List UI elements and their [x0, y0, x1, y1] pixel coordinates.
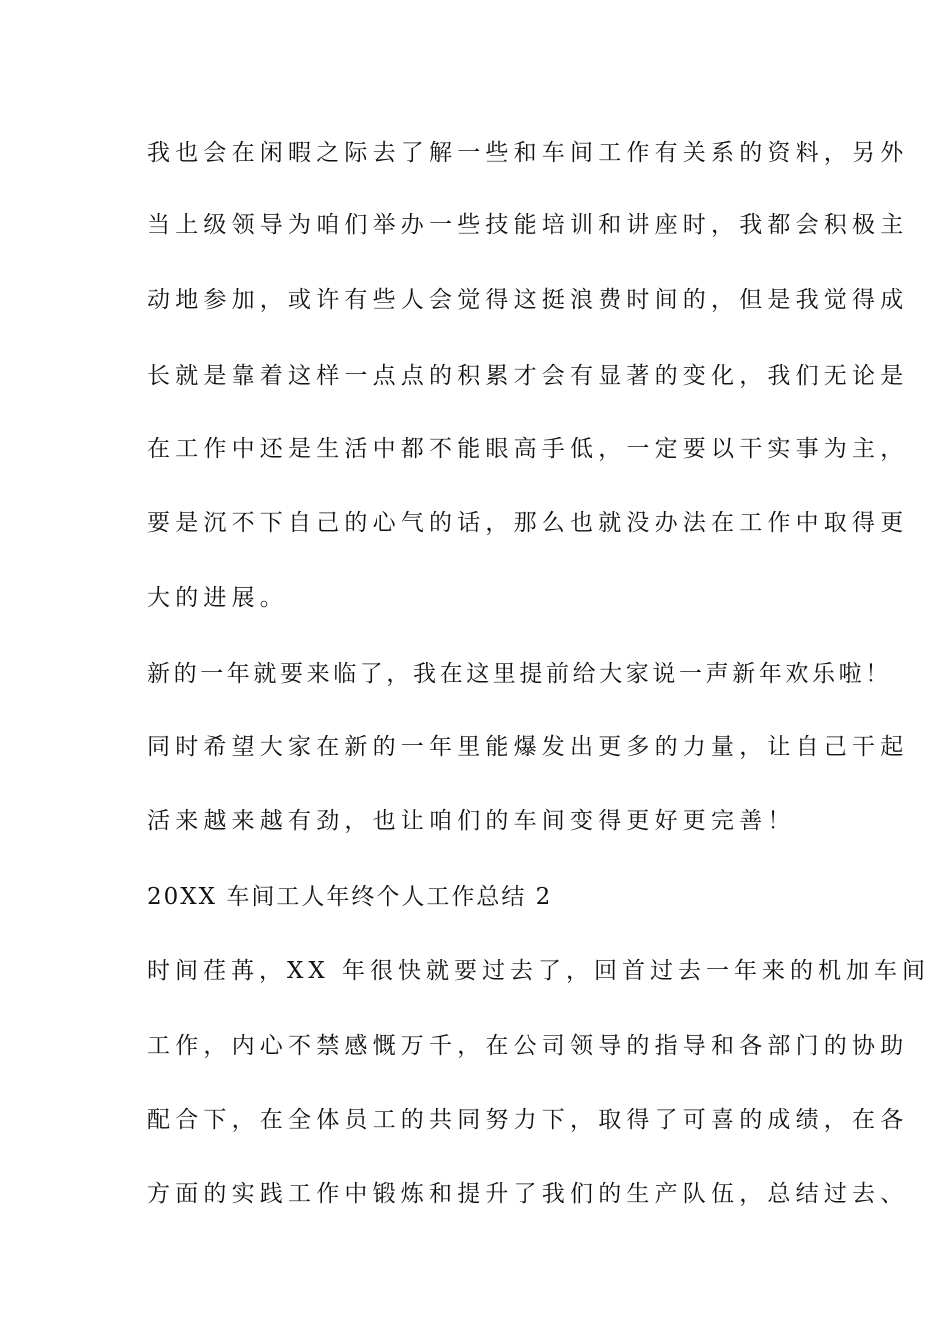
paragraph-line: 大的进展。: [147, 585, 288, 611]
paragraph-line: 活来越来越有劲，也让咱们的车间变得更好更完善！: [147, 808, 796, 834]
paragraph-line: 要是沉不下自己的心气的话，那么也就没办法在工作中取得更: [147, 510, 909, 536]
paragraph-line: 方面的实践工作中锻炼和提升了我们的生产队伍，总结过去、: [147, 1181, 909, 1207]
paragraph-line: 长就是靠着这样一点点的积累才会有显著的变化，我们无论是: [147, 363, 909, 389]
paragraph-line: 时间荏苒，XX 年很快就要过去了，回首过去一年来的机加车间: [147, 958, 931, 984]
paragraph-line: 动地参加，或许有些人会觉得这挺浪费时间的，但是我觉得成: [147, 287, 909, 313]
paragraph-line: 我也会在闲暇之际去了解一些和车间工作有关系的资料，另外: [147, 140, 909, 166]
section-heading: 20XX 车间工人年终个人工作总结 2: [147, 884, 553, 910]
paragraph-line: 配合下，在全体员工的共同努力下，取得了可喜的成绩，在各: [147, 1107, 909, 1133]
paragraph-line: 新的一年就要来临了，我在这里提前给大家说一声新年欢乐啦！: [147, 661, 892, 687]
paragraph-line: 在工作中还是生活中都不能眼高手低，一定要以干实事为主，: [147, 436, 909, 462]
paragraph-line: 当上级领导为咱们举办一些技能培训和讲座时，我都会积极主: [147, 212, 909, 238]
paragraph-line: 工作，内心不禁感慨万千，在公司领导的指导和各部门的协助: [147, 1033, 909, 1059]
paragraph-line: 同时希望大家在新的一年里能爆发出更多的力量，让自己干起: [147, 734, 909, 760]
